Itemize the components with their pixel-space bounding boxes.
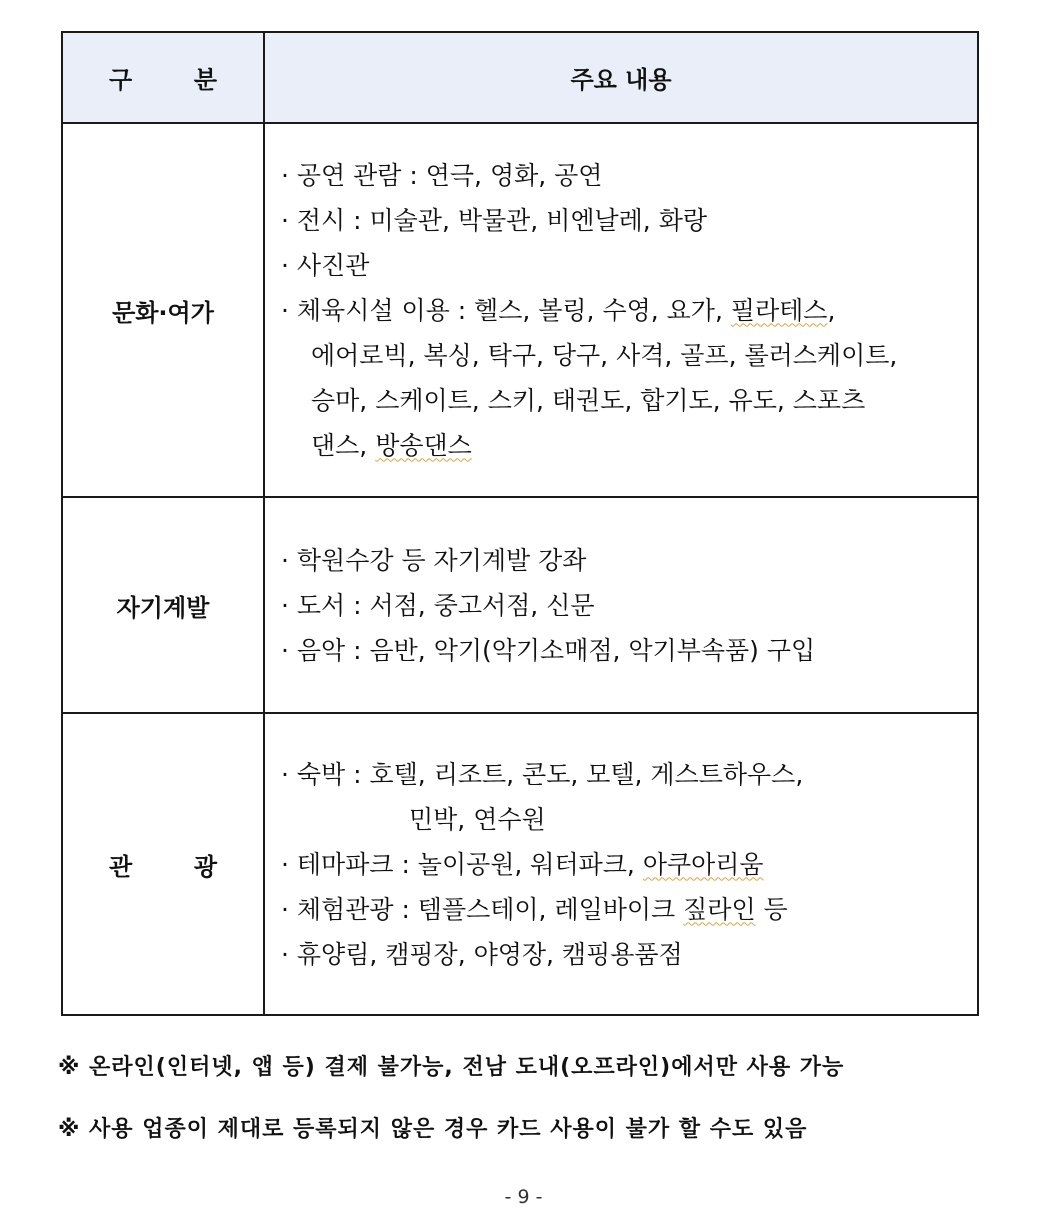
list-item-lodging: · 숙박 : 호텔, 리조트, 콘도, 모텔, 게스트하우스, [281, 759, 804, 789]
sports-suffix: , [827, 295, 836, 325]
table-row-self-development [62, 497, 978, 713]
page-number: - 9 - [504, 1186, 543, 1208]
list-item-continuation: 승마, 스케이트, 스키, 태권도, 합기도, 유도, 스포츠 [311, 385, 866, 415]
header-category [62, 32, 264, 123]
header-category-char-2: 분 [193, 66, 217, 94]
experience-suffix: 등 [755, 894, 788, 924]
list-item: · 전시 : 미술관, 박물관, 비엔날레, 화랑 [281, 205, 707, 235]
header-content: 주요 내용 [264, 32, 978, 123]
list-item: · 사진관 [281, 250, 370, 280]
sports-broadcast-dance: 방송댄스 [375, 430, 472, 460]
list-item-continuation [281, 423, 961, 468]
list-item-camping: · 휴양림, 캠핑장, 야영장, 캠핑용품점 [281, 939, 683, 969]
table-row-culture [62, 123, 978, 497]
category-self-development: 자기계발 [62, 497, 264, 713]
usage-category-table [61, 31, 979, 1016]
sports-dance: 댄스, [311, 430, 376, 460]
note-online-payment: ※ 온라인(인터넷, 앱 등) 결제 불가능, 전남 도내(오프라인)에서만 사용 가능 [58, 1055, 845, 1080]
category-culture: 문화·여가 [62, 123, 264, 497]
experience-zipline: 짚라인 [683, 894, 756, 924]
category-tourism-char-1: 관 [109, 852, 133, 881]
list-item-theme-park [281, 842, 961, 887]
content-tourism [264, 713, 978, 1015]
theme-aquarium: 아쿠아리움 [642, 849, 764, 879]
list-item: · 음악 : 음반, 악기(악기소매점, 악기부속품) 구입 [281, 635, 816, 665]
list-item: · 학원수강 등 자기계발 강좌 [281, 545, 587, 575]
category-tourism [62, 713, 264, 1015]
list-item-experience [281, 887, 961, 932]
theme-prefix: · 테마파크 : 놀이공원, 워터파크, [281, 849, 643, 879]
list-item-sports [281, 288, 961, 333]
category-tourism-char-2: 광 [193, 852, 217, 881]
list-item: · 공연 관람 : 연극, 영화, 공연 [281, 160, 603, 190]
content-culture [264, 123, 978, 497]
header-category-char-1: 구 [109, 66, 133, 94]
experience-prefix: · 체험관광 : 템플스테이, 레일바이크 [281, 894, 684, 924]
content-self-development [264, 497, 978, 713]
table-row-tourism [62, 713, 978, 1015]
list-item-continuation: 에어로빅, 복싱, 탁구, 당구, 사격, 골프, 롤러스케이트, [311, 340, 898, 370]
sports-pilates: 필라테스 [730, 295, 828, 325]
list-item: · 도서 : 서점, 중고서점, 신문 [281, 590, 595, 620]
list-item-continuation: 민박, 연수원 [409, 804, 546, 834]
note-registration: ※ 사용 업종이 제대로 등록되지 않은 경우 카드 사용이 불가 할 수도 있음 [58, 1117, 808, 1142]
sports-prefix: · 체육시설 이용 : 헬스, 볼링, 수영, 요가, [281, 295, 731, 325]
table-header-row [62, 32, 978, 123]
